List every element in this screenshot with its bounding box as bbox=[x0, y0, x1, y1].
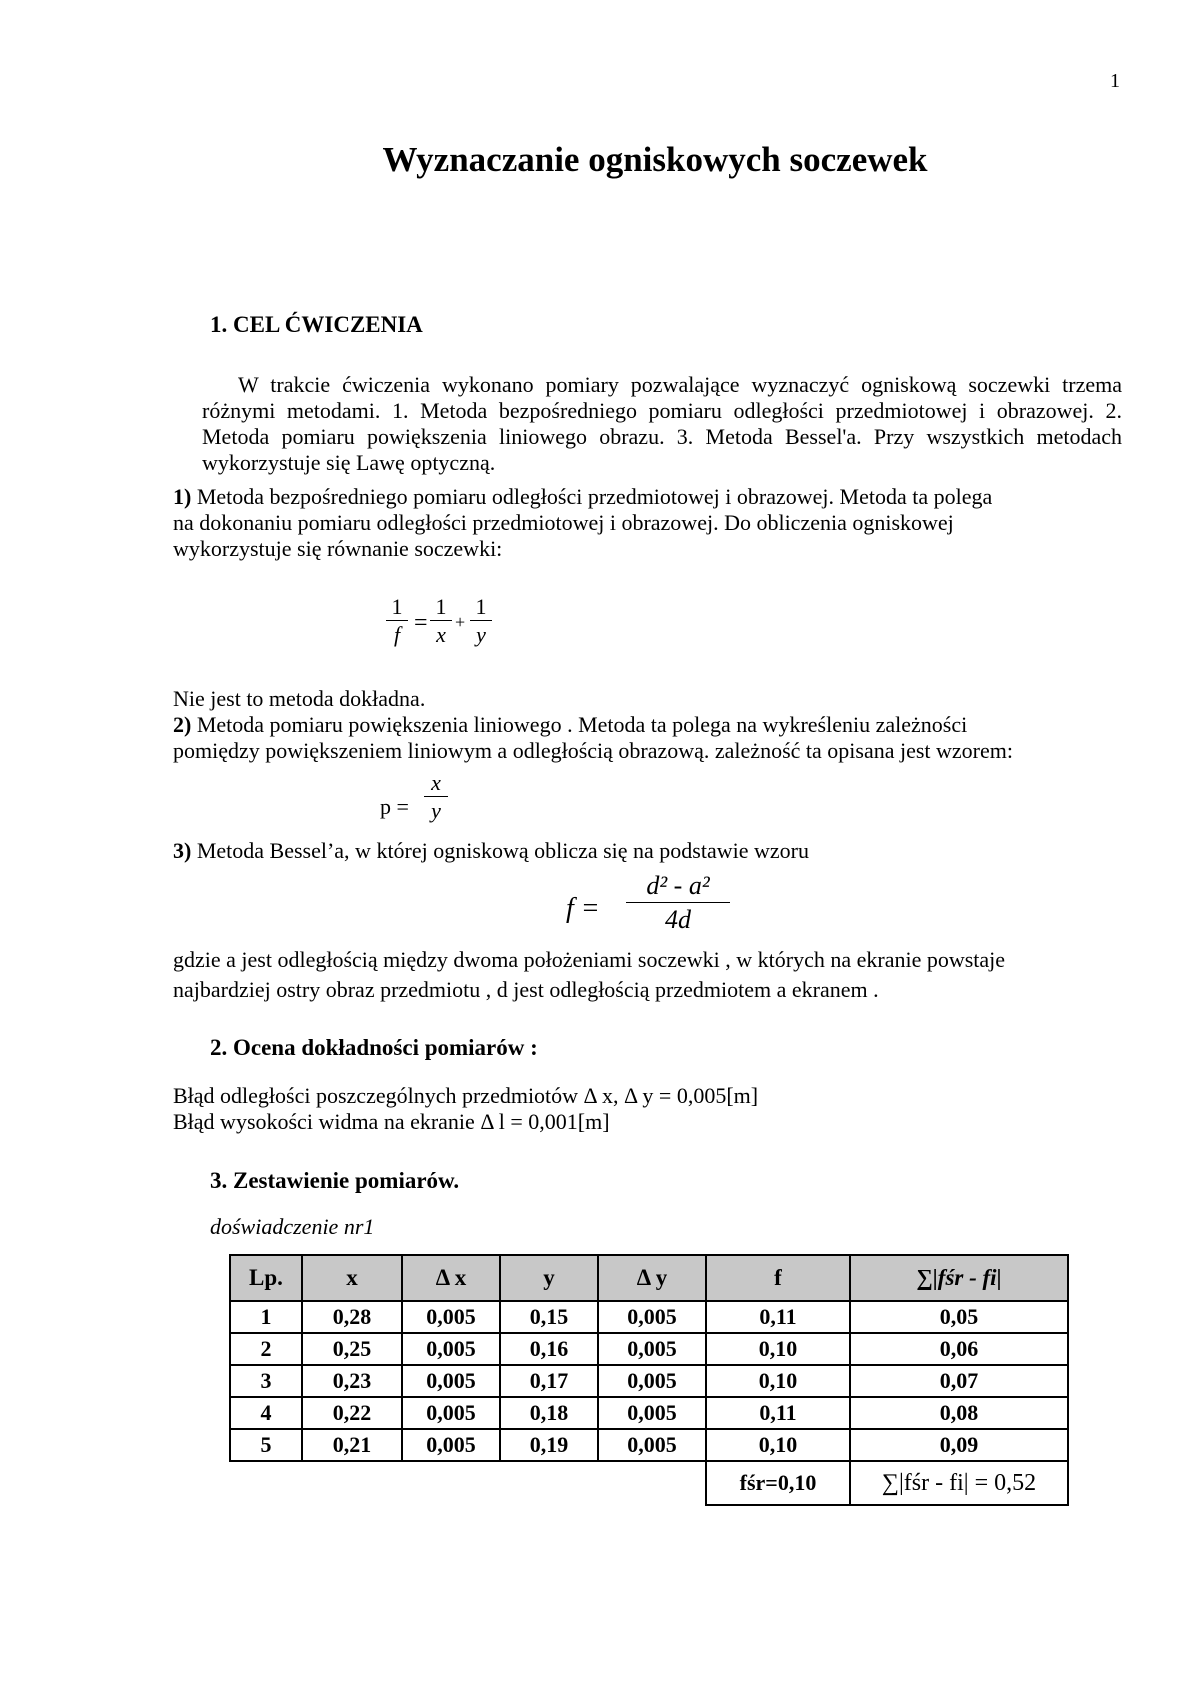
measurements-table bbox=[229, 1254, 1069, 1506]
cell-dx: 0,005 bbox=[402, 1301, 500, 1333]
error-distance: Błąd odległości poszczególnych przedmiotów Δ x, Δ y = 0,005[m] bbox=[173, 1083, 759, 1108]
table-row bbox=[230, 1333, 1068, 1365]
cell-y: 0,16 bbox=[500, 1333, 598, 1365]
eq1-denominator-f: f bbox=[393, 622, 401, 647]
eq1-plus: + bbox=[455, 612, 466, 632]
eq1-denominator-y: y bbox=[476, 622, 486, 647]
cell-f: 0,10 bbox=[706, 1429, 850, 1461]
col-header-x: x bbox=[302, 1255, 402, 1301]
page-number: 1 bbox=[1110, 70, 1120, 92]
cell-deviation: 0,06 bbox=[850, 1333, 1068, 1365]
cell-dy: 0,005 bbox=[598, 1333, 706, 1365]
cell-dy: 0,005 bbox=[598, 1429, 706, 1461]
section-1-intro bbox=[202, 372, 1122, 476]
method-3-text: Metoda Bessel’a, w której ogniskową oblicza się na podstawie wzoru bbox=[191, 838, 809, 863]
eq2-fraction bbox=[424, 770, 448, 825]
cell-lp: 1 bbox=[230, 1301, 302, 1333]
cell-f: 0,11 bbox=[706, 1301, 850, 1333]
eq3-numerator: d² - a² bbox=[646, 871, 710, 900]
method-1-text: Metoda bezpośredniego pomiaru odległości przedmiotowej i obrazowej. Metoda ta polega bbox=[191, 484, 993, 509]
cell-x: 0,28 bbox=[302, 1301, 402, 1333]
table-row bbox=[230, 1429, 1068, 1461]
eq2-denominator: y bbox=[431, 798, 441, 823]
table-summary-row bbox=[230, 1461, 1068, 1505]
cell-deviation: 0,08 bbox=[850, 1397, 1068, 1429]
cell-x: 0,23 bbox=[302, 1365, 402, 1397]
explanation-line-2: najbardziej ostry obraz przedmiotu , d jest odległością przedmiotem a ekranem . bbox=[173, 977, 879, 1002]
cell-dy: 0,005 bbox=[598, 1301, 706, 1333]
eq3-lhs: f = bbox=[566, 893, 600, 924]
cell-f: 0,11 bbox=[706, 1397, 850, 1429]
eq1-frac-y bbox=[470, 594, 492, 649]
error-height: Błąd wysokości widma na ekranie Δ l = 0,001[m] bbox=[173, 1109, 610, 1134]
eq1-numerator-1: 1 bbox=[391, 594, 403, 619]
summary-f-mean: fśr=0,10 bbox=[706, 1461, 850, 1505]
cell-lp: 5 bbox=[230, 1429, 302, 1461]
method-3-label: 3) bbox=[173, 838, 192, 863]
cell-deviation: 0,09 bbox=[850, 1429, 1068, 1461]
col-header-lp: Lp. bbox=[230, 1255, 302, 1301]
method-1-line-3: wykorzystuje się równanie soczewki: bbox=[173, 536, 503, 561]
cell-y: 0,15 bbox=[500, 1301, 598, 1333]
table-row bbox=[230, 1365, 1068, 1397]
intro-text: W trakcie ćwiczenia wykonano pomiary pozwalające wyznaczyć ogniskową soczewki trzema różnymi metodami. 1. Metoda bezpośredniego pomiaru odległości przedmiotowej i obrazowej. 2. Metoda pomiaru powiększenia liniowego obrazu. 3. Metoda Bessel'a. Przy wszystkich metodach wykorzystuje się Lawę optyczną. bbox=[202, 372, 1122, 475]
explanation-line-1: gdzie a jest odległością między dwoma położeniami soczewki , w których na ekranie powstaje bbox=[173, 947, 1006, 972]
experiment-subheading: doświadczenie nr1 bbox=[210, 1214, 375, 1239]
cell-dy: 0,005 bbox=[598, 1365, 706, 1397]
eq2-lhs: p = bbox=[380, 794, 409, 819]
cell-deviation: 0,05 bbox=[850, 1301, 1068, 1333]
cell-y: 0,17 bbox=[500, 1365, 598, 1397]
cell-deviation: 0,07 bbox=[850, 1365, 1068, 1397]
cell-x: 0,21 bbox=[302, 1429, 402, 1461]
cell-dx: 0,005 bbox=[402, 1397, 500, 1429]
eq3-denominator: 4d bbox=[665, 905, 691, 934]
col-header-dy: Δ y bbox=[598, 1255, 706, 1301]
method-2-line-1 bbox=[173, 712, 967, 738]
section-3-heading: 3. Zestawienie pomiarów. bbox=[210, 1168, 460, 1193]
col-header-dx: Δ x bbox=[402, 1255, 500, 1301]
cell-lp: 3 bbox=[230, 1365, 302, 1397]
method-1-line-2: na dokonaniu pomiaru odległości przedmiotowej i obrazowej. Do obliczenia ogniskowej bbox=[173, 510, 954, 535]
eq1-numerator-2: 1 bbox=[435, 594, 447, 619]
table-row bbox=[230, 1397, 1068, 1429]
col-header-f: f bbox=[706, 1255, 850, 1301]
summary-blank bbox=[230, 1461, 706, 1505]
cell-dx: 0,005 bbox=[402, 1429, 500, 1461]
cell-y: 0,19 bbox=[500, 1429, 598, 1461]
method-2-line-2: pomiędzy powiększeniem liniowym a odległością obrazową. zależność ta opisana jest wzorem: bbox=[173, 738, 1013, 763]
col-header-sum: ∑|fśr - fi| bbox=[850, 1255, 1068, 1301]
cell-x: 0,25 bbox=[302, 1333, 402, 1365]
eq2-numerator: x bbox=[431, 770, 441, 795]
table-header-row bbox=[230, 1255, 1068, 1301]
method-2-text: Metoda pomiaru powiększenia liniowego . Metoda ta polega na wykreśleniu zależności bbox=[191, 712, 968, 737]
eq1-numerator-3: 1 bbox=[475, 594, 487, 619]
cell-y: 0,18 bbox=[500, 1397, 598, 1429]
cell-lp: 4 bbox=[230, 1397, 302, 1429]
summary-deviation-sum: ∑|fśr - fi| = 0,52 bbox=[850, 1461, 1068, 1505]
method-1-label: 1) bbox=[173, 484, 192, 509]
eq1-equals: = bbox=[414, 610, 428, 636]
eq1-frac-f bbox=[386, 594, 408, 649]
cell-dy: 0,005 bbox=[598, 1397, 706, 1429]
cell-f: 0,10 bbox=[706, 1365, 850, 1397]
table-row bbox=[230, 1301, 1068, 1333]
eq1-frac-x bbox=[430, 594, 452, 649]
cell-f: 0,10 bbox=[706, 1333, 850, 1365]
section-2-heading: 2. Ocena dokładności pomiarów : bbox=[210, 1035, 538, 1060]
note-method-1: Nie jest to metoda dokładna. bbox=[173, 686, 426, 711]
cell-x: 0,22 bbox=[302, 1397, 402, 1429]
document-title: Wyznaczanie ogniskowych soczewek bbox=[382, 140, 928, 179]
method-3-line-1 bbox=[173, 838, 809, 864]
cell-dx: 0,005 bbox=[402, 1333, 500, 1365]
cell-dx: 0,005 bbox=[402, 1365, 500, 1397]
cell-lp: 2 bbox=[230, 1333, 302, 1365]
col-header-y: y bbox=[500, 1255, 598, 1301]
section-1-heading: 1. CEL ĆWICZENIA bbox=[210, 312, 423, 337]
eq3-fraction bbox=[626, 870, 730, 937]
method-2-label: 2) bbox=[173, 712, 192, 737]
method-1-line-1 bbox=[173, 484, 992, 510]
eq1-denominator-x: x bbox=[436, 622, 446, 647]
